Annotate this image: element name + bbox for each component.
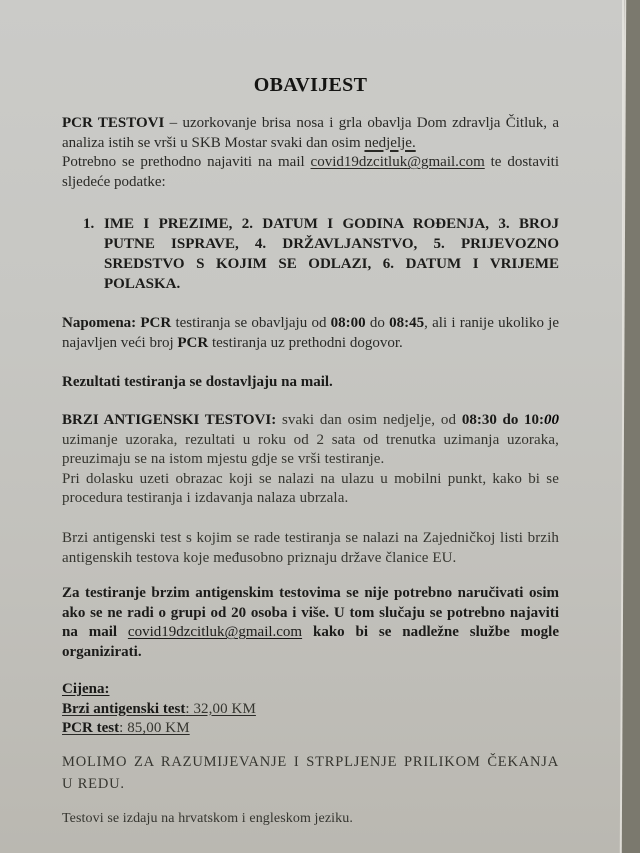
pcr-label: PCR TESTOVI [62, 115, 165, 131]
rapid-text-3: uzimanje uzoraka, rezultati u roku od 2 sata od trenutka uzimanja uzoraka, preuzimaju se na istom mjestu gdje se vrši testiranje. [62, 431, 559, 467]
list-item: IME I PREZIME, 2. DATUM I GODINA ROĐENJA, 3. BROJ PUTNE ISPRAVE, 4. DRŽAVLJANSTVO, 5. PRIJEVOZNO SREDSTVO S KOJIM SE ODLAZI, 6. DATUM I VRIJEME POLASKA. [104, 216, 559, 292]
rapid-text-4: Pri dolasku uzeti obrazac koji se nalazi na ulazu u mobilni punkt, kako bi se procedura testiranja i izdavanja nalaza ubrzala. [62, 470, 559, 506]
price-value-rapid: : 32,00 KM [185, 700, 256, 717]
price-value-pcr: : 85,00 KM [119, 720, 190, 736]
rapid-time-from: 08:30 [461, 412, 497, 428]
booking-email-link[interactable]: covid19dzcitluk@gmail.com [127, 624, 303, 640]
pcr-email-link[interactable]: covid19dzcitluk@gmail.com [310, 154, 485, 170]
list-number: 1. [83, 216, 95, 232]
rapid-text-2: do [496, 412, 525, 428]
price-item-pcr [62, 719, 559, 739]
price-label-pcr: PCR test [62, 720, 120, 736]
rapid-text-1: svaki dan osim nedjelje, od [276, 412, 462, 428]
note-text-4: testiranja uz prethodni dogovor. [208, 334, 403, 351]
note-time-from: 08:00 [330, 315, 366, 331]
prices-section [62, 680, 559, 739]
note-pcr: PCR [177, 334, 209, 351]
languages-notice: Testovi se izdaju na hrvatskom i engleskom jeziku. [62, 811, 353, 826]
pcr-text-3: te dostaviti sljedeće podatke: [62, 154, 559, 190]
page-title: OBAVIJEST [253, 74, 368, 96]
pcr-text-2: Potrebno se prethodno najaviti na mail [62, 154, 311, 170]
prices-heading: Cijena: [62, 681, 110, 697]
rapid-time-to-minutes-handwritten: 00 [544, 412, 560, 428]
booking-text-2: kako bi se nadležne službe mogle organizirati. [62, 624, 559, 660]
note-text-2: do [365, 315, 390, 331]
pcr-section [62, 114, 559, 192]
note-text-3: , ali i ranije ukoliko je najavljen veći broj [62, 315, 560, 351]
price-label-rapid: Brzi antigenski test [62, 700, 186, 717]
pcr-text-1: – uzorkovanje brisa nosa i grla obavlja Dom zdravlja Čitluk, a analiza istih se vrši u SKB Mostar svaki dan osim [62, 115, 559, 151]
rapid-time-to-hours: 10: [524, 412, 545, 428]
required-data-list [83, 214, 559, 294]
booking-paragraph [62, 584, 559, 662]
eu-list-paragraph: Brzi antigenski test s kojim se rade testiranja se nalazi na Zajedničkoj listi brzih antigenskih testova koje međusobno priznaju države članice EU. [62, 530, 559, 566]
underlined-day: nedjelje. [364, 134, 416, 151]
price-item-rapid [62, 700, 559, 720]
note-time-to: 08:45 [389, 315, 425, 331]
note-paragraph [62, 314, 559, 353]
booking-text-1: Za testiranje brzim antigenskim testovima se nije potrebno naručivati osim ako se ne radi o grupi od 20 osoba i više. U tom slučaju se potrebno najaviti na mail [62, 585, 559, 640]
note-text-1: testiranja se obavljaju od [171, 315, 331, 331]
results-paragraph: Rezultati testiranja se dostavljaju na mail. [62, 374, 333, 390]
patience-notice: MOLIMO ZA RAZUMIJEVANJE I STRPLJENJE PRILIKOM ČEKANJA U REDU. [62, 754, 559, 792]
rapid-label: BRZI ANTIGENSKI TESTOVI: [62, 412, 277, 428]
rapid-section [62, 411, 559, 509]
note-label: Napomena: PCR [62, 315, 172, 331]
